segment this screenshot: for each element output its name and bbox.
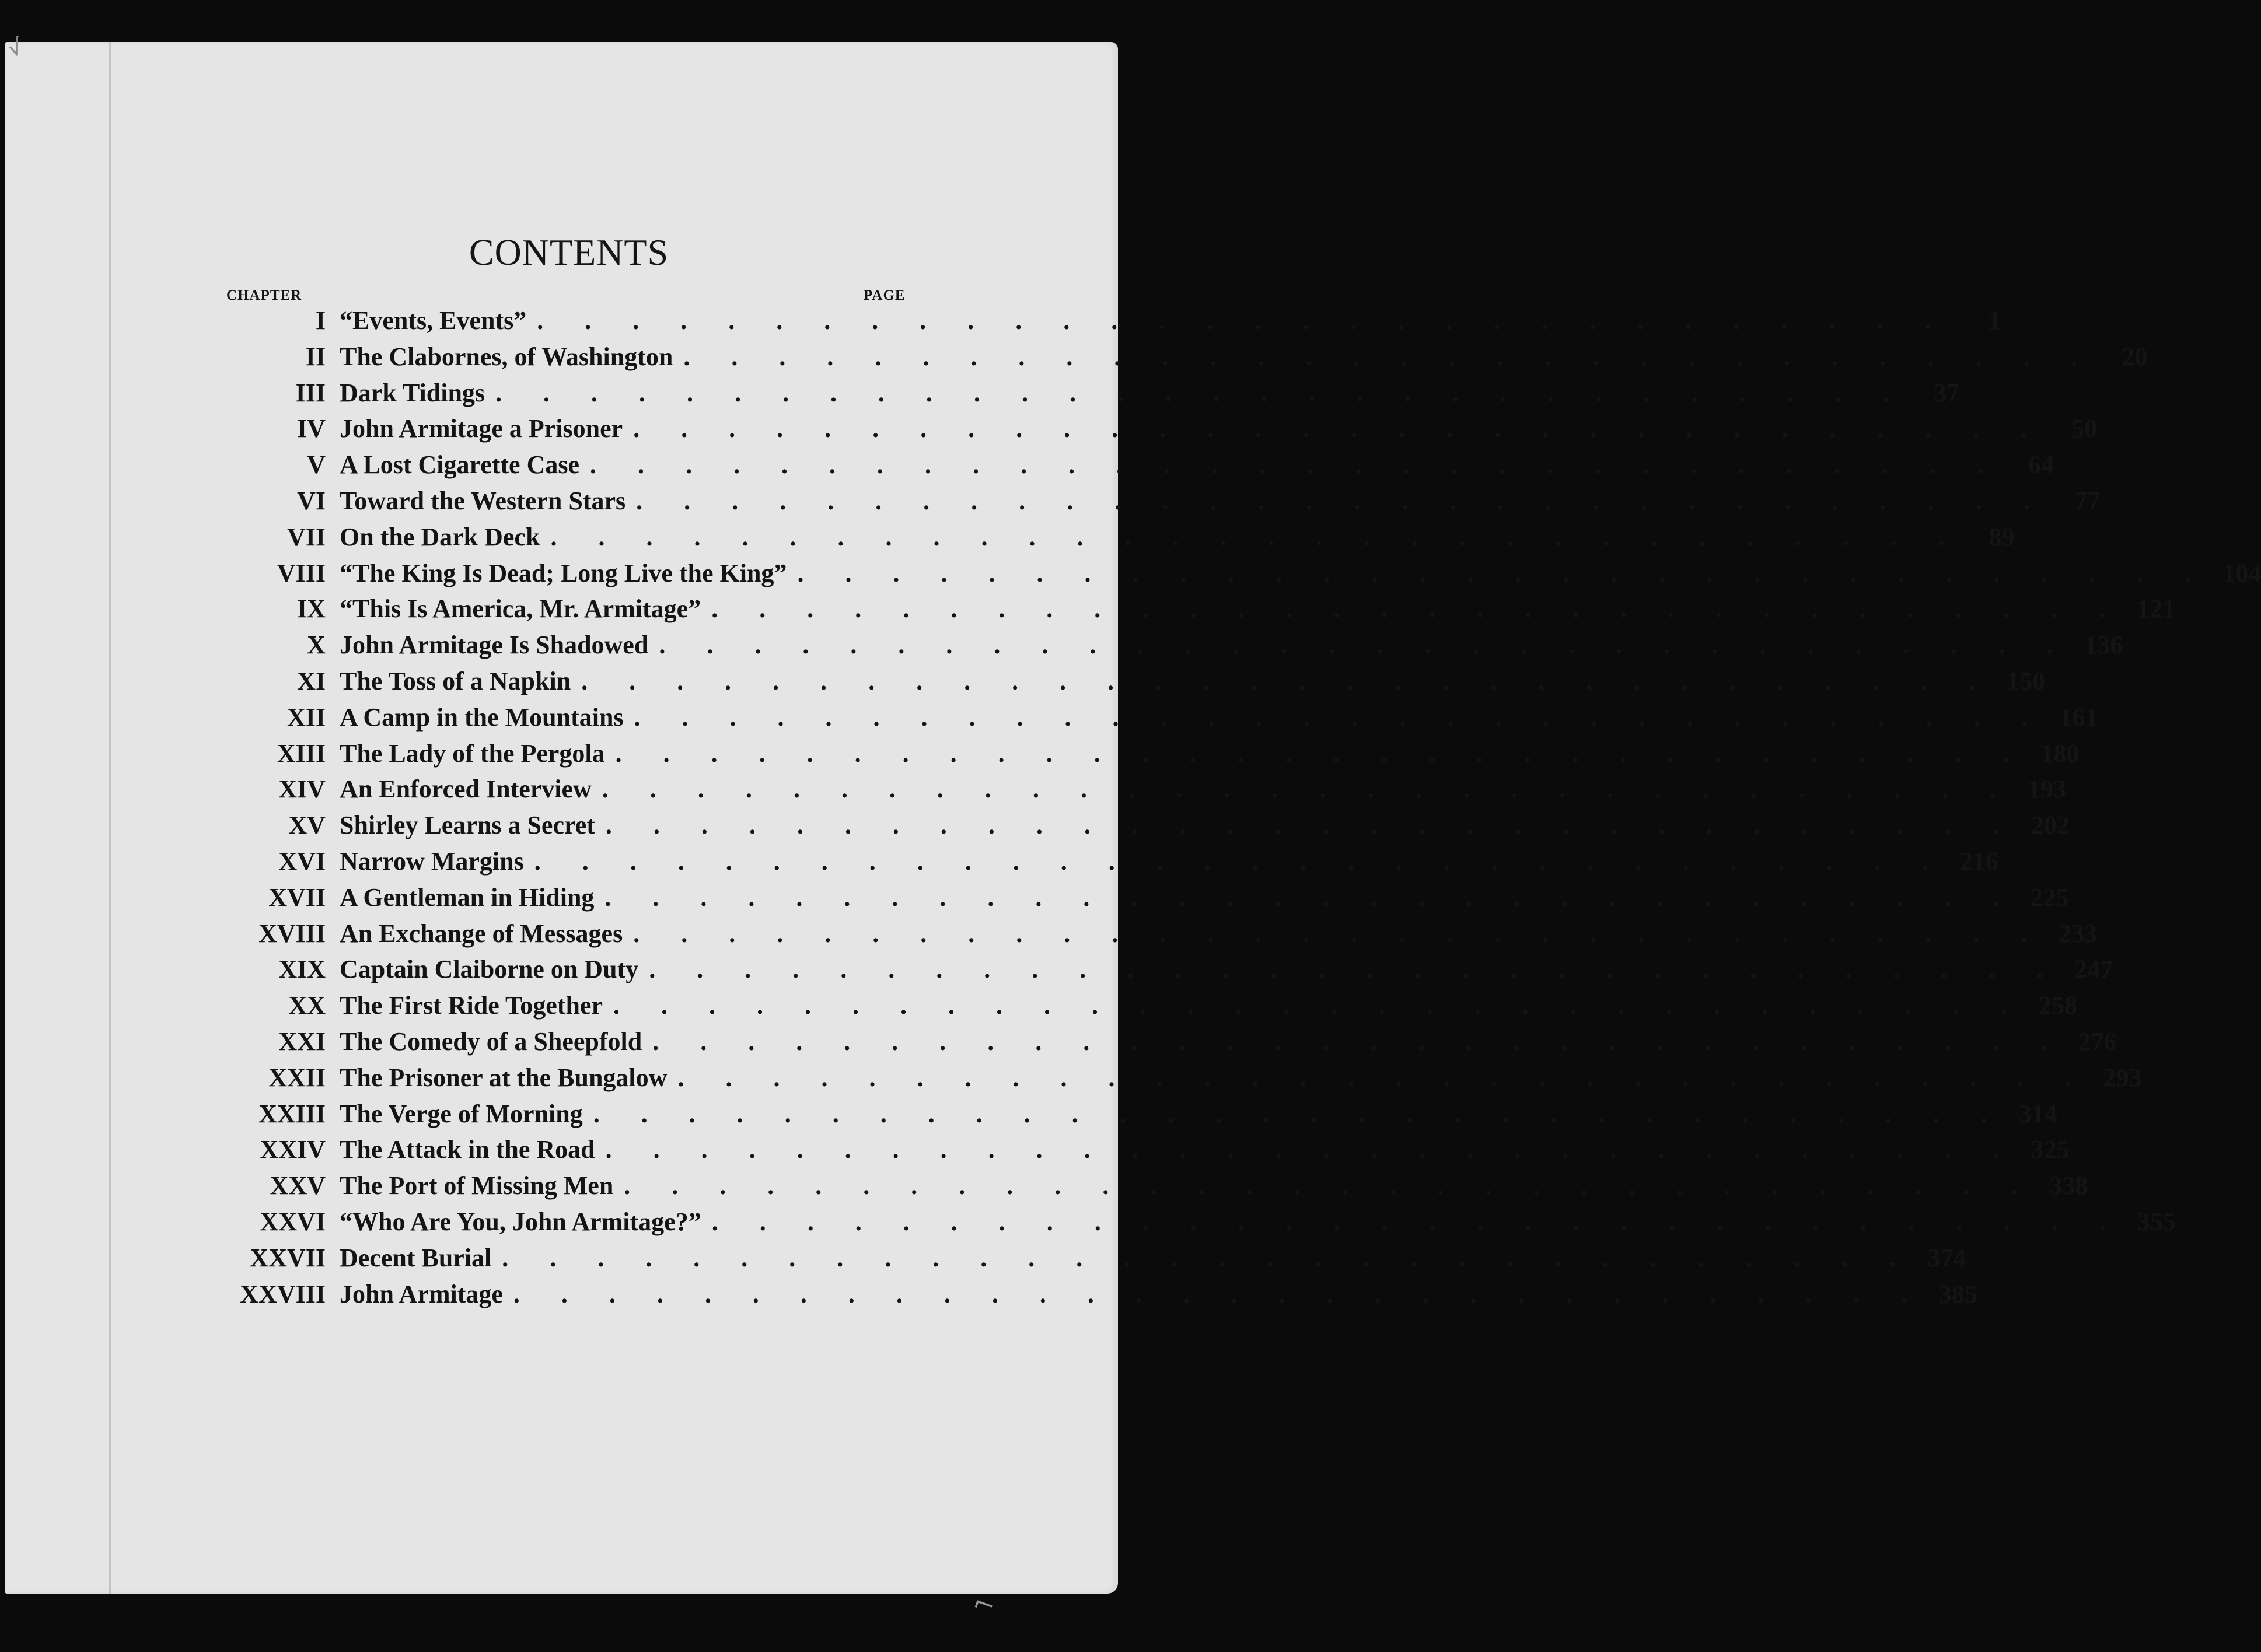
chapter-title: The Toss of a Napkin bbox=[340, 666, 571, 695]
dot-leader: . . . . . . . . . . . . . . . . . . . . . . . . . . . . . . bbox=[513, 1279, 1925, 1308]
chapter-title: An Exchange of Messages bbox=[340, 919, 623, 948]
chapter-number: VII bbox=[286, 522, 326, 551]
page-number: 247 bbox=[2074, 955, 2113, 984]
chapter-number: XIV bbox=[278, 775, 326, 804]
page-number: 193 bbox=[2027, 775, 2066, 804]
chapter-entry bbox=[340, 1099, 2057, 1129]
toc-row bbox=[222, 1240, 1966, 1276]
page-number: 233 bbox=[2059, 919, 2098, 948]
chapter-number: XX bbox=[288, 991, 326, 1020]
chapter-entry bbox=[340, 306, 2001, 335]
dot-leader: . . . . . . . . . . . . . . . . . . . . . . . . . . . . . . bbox=[652, 1027, 2064, 1056]
page-number: 314 bbox=[2018, 1099, 2057, 1128]
page-number: 37 bbox=[1934, 378, 1960, 407]
chapter-title: The First Ride Together bbox=[340, 991, 603, 1020]
chapter-title: “Events, Events” bbox=[340, 306, 527, 335]
toc-row bbox=[222, 915, 2098, 951]
chapter-title: John Armitage Is Shadowed bbox=[340, 631, 649, 660]
toc-row bbox=[222, 555, 2261, 591]
chapter-title: A Gentleman in Hiding bbox=[340, 883, 595, 912]
page-number: 136 bbox=[2084, 631, 2123, 660]
chapter-title: Toward the Western Stars bbox=[340, 486, 626, 515]
chapter-number: XXIII bbox=[258, 1099, 326, 1128]
toc-row bbox=[222, 1059, 2142, 1096]
page-number: 258 bbox=[2038, 991, 2077, 1020]
toc-row bbox=[222, 1203, 2176, 1240]
chapter-entry bbox=[340, 558, 2261, 588]
dot-leader: . . . . . . . . . . . . . . . . . . . . . . . . . . . . . . bbox=[593, 1099, 2005, 1128]
chapter-number: XI bbox=[297, 666, 326, 695]
page-number: 89 bbox=[1989, 522, 2015, 551]
chapter-title: “The King Is Dead; Long Live the King” bbox=[340, 558, 787, 587]
page-number: 104 bbox=[2222, 558, 2261, 587]
page-number: 150 bbox=[2007, 666, 2046, 695]
page-number: 1 bbox=[1988, 306, 2001, 335]
chapter-number: III bbox=[295, 378, 326, 407]
chapter-entry bbox=[340, 414, 2098, 443]
toc-row bbox=[222, 482, 2101, 519]
chapter-number: IX bbox=[297, 594, 326, 624]
chapter-entry bbox=[340, 1207, 2176, 1237]
dot-leader: . . . . . . . . . . . . . . . . . . . . . . . . . . . . . . bbox=[633, 919, 2045, 948]
chapter-number: X bbox=[307, 631, 326, 660]
chapter-entry bbox=[340, 810, 2070, 840]
page-number: 216 bbox=[1959, 846, 1998, 876]
chapter-title: Narrow Margins bbox=[340, 846, 524, 876]
chapter-number: XXIV bbox=[260, 1135, 326, 1164]
toc-row bbox=[222, 626, 2123, 663]
chapter-title: John Armitage a Prisoner bbox=[340, 414, 623, 443]
page-number: 20 bbox=[2122, 342, 2148, 371]
chapter-entry bbox=[340, 486, 2101, 516]
toc-row bbox=[222, 410, 2098, 446]
page-number: 121 bbox=[2137, 594, 2176, 624]
chapter-entry bbox=[340, 1063, 2142, 1093]
chapter-title: “This Is America, Mr. Armitage” bbox=[340, 594, 701, 624]
dot-leader: . . . . . . . . . . . . . . . . . . . . . . . . . . . . . . bbox=[534, 846, 1946, 876]
page-column-heading: PAGE bbox=[864, 288, 906, 303]
toc-row bbox=[222, 663, 2046, 699]
toc-row bbox=[222, 735, 2080, 771]
chapter-entry bbox=[340, 666, 2046, 696]
chapter-number: XXVIII bbox=[240, 1279, 326, 1308]
chapter-title: The Clabornes, of Washington bbox=[340, 342, 673, 371]
chapter-entry bbox=[340, 594, 2176, 624]
chapter-entry bbox=[340, 883, 2069, 912]
chapter-title: John Armitage bbox=[340, 1279, 503, 1308]
chapter-entry bbox=[340, 378, 1960, 408]
chapter-title: An Enforced Interview bbox=[340, 775, 592, 804]
dot-leader: . . . . . . . . . . . . . . . . . . . . . . . . . . . . . . bbox=[495, 378, 1907, 407]
chapter-entry bbox=[340, 1243, 1966, 1273]
toc-row bbox=[222, 446, 2054, 482]
toc-row bbox=[222, 699, 2098, 735]
chapter-entry bbox=[340, 342, 2148, 372]
page-number: 161 bbox=[2059, 702, 2098, 732]
dot-leader: . . . . . . . . . . . . . . . . . . . . . . . . . . . . . . bbox=[605, 1135, 2017, 1164]
chapter-title: The Verge of Morning bbox=[340, 1099, 583, 1128]
toc-row bbox=[222, 374, 1960, 411]
page-number: 202 bbox=[2031, 811, 2070, 840]
toc-row bbox=[222, 519, 2015, 555]
chapter-number: XVII bbox=[268, 883, 326, 912]
chapter-number: XXVII bbox=[250, 1243, 326, 1272]
toc-row bbox=[222, 1023, 2117, 1059]
chapter-entry bbox=[340, 846, 1998, 876]
chapter-number: VIII bbox=[277, 558, 326, 587]
chapter-entry bbox=[340, 991, 2077, 1020]
book-gutter bbox=[109, 42, 111, 1594]
chapter-entry bbox=[340, 954, 2113, 984]
page-number: 385 bbox=[1938, 1279, 1977, 1308]
contents-title: CONTENTS bbox=[469, 232, 669, 273]
chapter-title: “Who Are You, John Armitage?” bbox=[340, 1207, 701, 1236]
chapter-entry bbox=[340, 702, 2098, 732]
dot-leader: . . . . . . . . . . . . . . . . . . . . . . . . . . . . . . bbox=[602, 775, 2014, 804]
page-number: 276 bbox=[2078, 1027, 2117, 1056]
page-number: 50 bbox=[2071, 414, 2098, 443]
chapter-number: II bbox=[305, 342, 326, 371]
toc-row bbox=[222, 771, 2066, 807]
toc-row bbox=[222, 951, 2113, 987]
chapter-number: XIII bbox=[277, 738, 326, 768]
chapter-title: The Lady of the Pergola bbox=[340, 738, 605, 768]
toc-row bbox=[222, 843, 1998, 879]
dot-leader: . . . . . . . . . . . . . . . . . . . . . . . . . . . . . . bbox=[550, 522, 1962, 551]
page-number: 180 bbox=[2040, 738, 2080, 768]
toc-row bbox=[222, 987, 2077, 1023]
dot-leader: . . . . . . . . . . . . . . . . . . . . . . . . . . . . . . bbox=[615, 738, 2027, 768]
dot-leader: . . . . . . . . . . . . . . . . . . . . . . . . . . . . . . bbox=[636, 486, 2048, 515]
page-number: 225 bbox=[2030, 883, 2069, 912]
toc-row bbox=[222, 807, 2070, 843]
toc-row bbox=[222, 590, 2176, 626]
chapter-title: The Prisoner at the Bungalow bbox=[340, 1063, 668, 1092]
chapter-entry bbox=[340, 1171, 2088, 1200]
chapter-title: Decent Burial bbox=[340, 1243, 492, 1272]
chapter-entry bbox=[340, 1135, 2070, 1164]
chapter-number: XXII bbox=[268, 1063, 326, 1092]
dot-leader: . . . . . . . . . . . . . . . . . . . . . . . . . . . . . . bbox=[711, 1207, 2123, 1236]
dot-leader: . . . . . . . . . . . . . . . . . . . . . . . . . . . . . . bbox=[797, 558, 2209, 587]
page-number: 355 bbox=[2137, 1207, 2176, 1236]
toc-row bbox=[222, 1167, 2088, 1203]
page-number: 293 bbox=[2103, 1063, 2142, 1092]
chapter-number: IV bbox=[297, 414, 326, 443]
dot-leader: . . . . . . . . . . . . . . . . . . . . . . . . . . . . . . bbox=[502, 1243, 1914, 1272]
chapter-number: XIX bbox=[278, 955, 326, 984]
toc-row bbox=[222, 1096, 2057, 1132]
dot-leader: . . . . . . . . . . . . . . . . . . . . . . . . . . . . . . bbox=[581, 666, 1993, 695]
page-number: 64 bbox=[2028, 450, 2054, 480]
chapter-title: Dark Tidings bbox=[340, 378, 485, 407]
chapter-number: XVI bbox=[278, 846, 326, 876]
dot-leader: . . . . . . . . . . . . . . . . . . . . . . . . . . . . . . bbox=[659, 631, 2071, 660]
chapter-title: Shirley Learns a Secret bbox=[340, 811, 595, 840]
dot-leader: . . . . . . . . . . . . . . . . . . . . . . . . . . . . . . bbox=[605, 811, 2017, 840]
chapter-title: The Port of Missing Men bbox=[340, 1171, 614, 1200]
chapter-title: The Comedy of a Sheepfold bbox=[340, 1027, 642, 1056]
toc-row bbox=[222, 338, 2148, 374]
chapter-title: A Lost Cigarette Case bbox=[340, 450, 579, 480]
chapter-title: The Attack in the Road bbox=[340, 1135, 595, 1164]
chapter-number: XXV bbox=[270, 1171, 326, 1200]
page-number: 325 bbox=[2031, 1135, 2070, 1164]
chapter-number: V bbox=[307, 450, 326, 480]
chapter-entry bbox=[340, 919, 2098, 949]
chapter-entry bbox=[340, 630, 2123, 660]
chapter-entry bbox=[340, 1027, 2117, 1056]
dot-leader: . . . . . . . . . . . . . . . . . . . . . . . . . . . . . . bbox=[711, 594, 2123, 624]
scan-mark-top-left: √ bbox=[4, 33, 27, 62]
scan-mark-bottom-right: ⌐ bbox=[969, 1587, 1000, 1623]
dot-leader: . . . . . . . . . . . . . . . . . . . . . . . . . . . . . . bbox=[683, 342, 2095, 371]
dot-leader: . . . . . . . . . . . . . . . . . . . . . . . . . . . . . . bbox=[604, 883, 2017, 912]
chapter-number: XXVI bbox=[260, 1207, 326, 1236]
chapter-entry bbox=[340, 1279, 1977, 1309]
contents-list bbox=[222, 302, 2261, 1311]
chapter-title: A Camp in the Mountains bbox=[340, 702, 624, 732]
chapter-number: XV bbox=[288, 811, 326, 840]
dot-leader: . . . . . . . . . . . . . . . . . . . . . . . . . . . . . . bbox=[613, 991, 2025, 1020]
chapter-number: VI bbox=[297, 486, 326, 515]
page-number: 77 bbox=[2074, 486, 2101, 515]
dot-leader: . . . . . . . . . . . . . . . . . . . . . . . . . . . . . . bbox=[537, 306, 1949, 335]
dot-leader: . . . . . . . . . . . . . . . . . . . . . . . . . . . . . . bbox=[634, 702, 2046, 732]
chapter-number: XVIII bbox=[258, 919, 326, 948]
dot-leader: . . . . . . . . . . . . . . . . . . . . . . . . . . . . . . bbox=[624, 1171, 2036, 1200]
chapter-entry bbox=[340, 522, 2015, 552]
chapter-title: Captain Claiborne on Duty bbox=[340, 955, 639, 984]
page-number: 374 bbox=[1927, 1243, 1966, 1272]
toc-row bbox=[222, 302, 2001, 338]
chapter-number: XII bbox=[286, 702, 326, 732]
dot-leader: . . . . . . . . . . . . . . . . . . . . . . . . . . . . . . bbox=[590, 450, 2001, 480]
dot-leader: . . . . . . . . . . . . . . . . . . . . . . . . . . . . . . bbox=[633, 414, 2045, 443]
toc-row bbox=[222, 1131, 2070, 1167]
chapter-number: XXI bbox=[278, 1027, 326, 1056]
chapter-entry bbox=[340, 450, 2054, 480]
page-number: 338 bbox=[2049, 1171, 2088, 1200]
toc-row bbox=[222, 879, 2069, 915]
chapter-column-heading: CHAPTER bbox=[226, 288, 302, 303]
dot-leader: . . . . . . . . . . . . . . . . . . . . . . . . . . . . . . bbox=[677, 1063, 2089, 1092]
chapter-number: I bbox=[315, 306, 326, 335]
toc-row bbox=[222, 1276, 1977, 1312]
chapter-entry bbox=[340, 774, 2066, 804]
dot-leader: . . . . . . . . . . . . . . . . . . . . . . . . . . . . . . bbox=[649, 955, 2061, 984]
chapter-title: On the Dark Deck bbox=[340, 522, 540, 551]
chapter-entry bbox=[340, 738, 2080, 768]
